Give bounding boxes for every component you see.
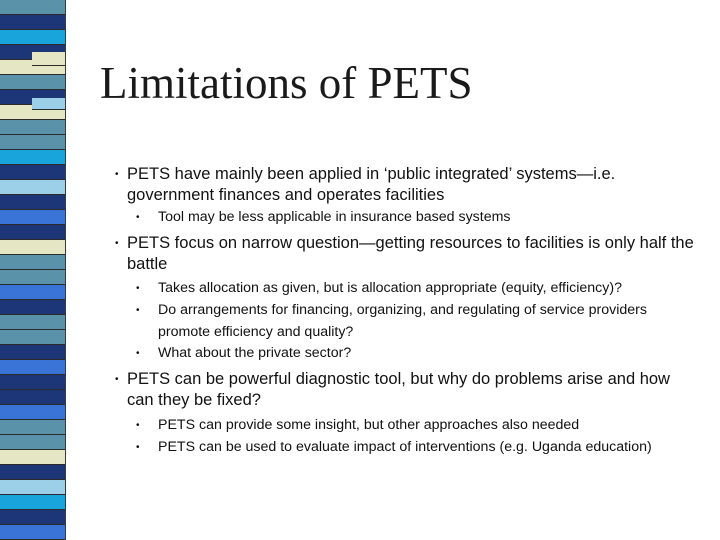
- strip-segment: [0, 150, 65, 165]
- sub-bullet-marker: •: [136, 420, 140, 431]
- strip-segment: [0, 15, 65, 30]
- strip-segment: [0, 465, 65, 480]
- slide-title: Limitations of PETS: [100, 58, 473, 108]
- strip-accent-tile: [32, 52, 65, 66]
- strip-segment: [0, 255, 65, 270]
- sub-bullet-marker: •: [136, 305, 140, 316]
- strip-segment: [0, 315, 65, 330]
- strip-segment: [0, 390, 65, 405]
- strip-segment: [0, 75, 65, 90]
- strip-segment: [0, 435, 65, 450]
- strip-segment: [0, 135, 65, 150]
- strip-segment: [0, 345, 65, 360]
- strip-segment: [0, 225, 65, 240]
- sub-bullet-marker: •: [136, 442, 140, 453]
- bullet-3-text: PETS can be powerful diagnostic tool, but why do problems arise and how can they be fixed?: [127, 370, 670, 409]
- bullet-3-sub-1-text: PETS can provide some insight, but other approaches also needed: [158, 417, 580, 433]
- sub-bullet-marker: •: [136, 283, 140, 294]
- strip-segment: [0, 120, 65, 135]
- bullet-marker: •: [115, 374, 119, 385]
- sub-bullet-marker: •: [136, 348, 140, 359]
- bullet-marker: •: [115, 169, 119, 180]
- strip-segment: [0, 285, 65, 300]
- strip-segment: [0, 270, 65, 285]
- strip-segment: [0, 210, 65, 225]
- strip-segment: [0, 420, 65, 435]
- strip-segment: [0, 525, 65, 540]
- strip-segment: [0, 180, 65, 195]
- strip-segment: [0, 405, 65, 420]
- bullet-1-sub-1-text: Tool may be less applicable in insurance based systems: [158, 209, 511, 225]
- strip-segment: [0, 195, 65, 210]
- strip-segment: [0, 510, 65, 525]
- decorative-color-strip: [0, 0, 66, 540]
- bullet-2-sub-1-text: Takes allocation as given, but is allocation appropriate (equity, efficiency)?: [158, 280, 622, 296]
- strip-segment: [0, 375, 65, 390]
- strip-segment: [0, 240, 65, 255]
- strip-segment: [0, 480, 65, 495]
- bullet-2-text: PETS focus on narrow question—getting resources to facilities is only half the battle: [127, 234, 694, 273]
- strip-segment: [0, 0, 65, 15]
- strip-segment: [0, 495, 65, 510]
- strip-segment: [0, 360, 65, 375]
- strip-segment: [0, 30, 65, 45]
- bullet-marker: •: [115, 238, 119, 249]
- strip-segment: [0, 330, 65, 345]
- sub-bullet-marker: •: [136, 212, 140, 223]
- bullet-3-sub-2-text: PETS can be used to evaluate impact of interventions (e.g. Uganda education): [158, 439, 652, 455]
- strip-segment: [0, 450, 65, 465]
- strip-accent-tile: [32, 98, 65, 110]
- strip-segment: [0, 300, 65, 315]
- bullet-1-text: PETS have mainly been applied in ‘public integrated’ systems—i.e. government finances and operates facilities: [127, 165, 616, 204]
- bullet-2-sub-2-text: Do arrangements for financing, organizing, and regulating of service providers promote efficiency and quality?: [158, 302, 647, 340]
- strip-segment: [0, 165, 65, 180]
- bullet-2-sub-3-text: What about the private sector?: [158, 345, 352, 361]
